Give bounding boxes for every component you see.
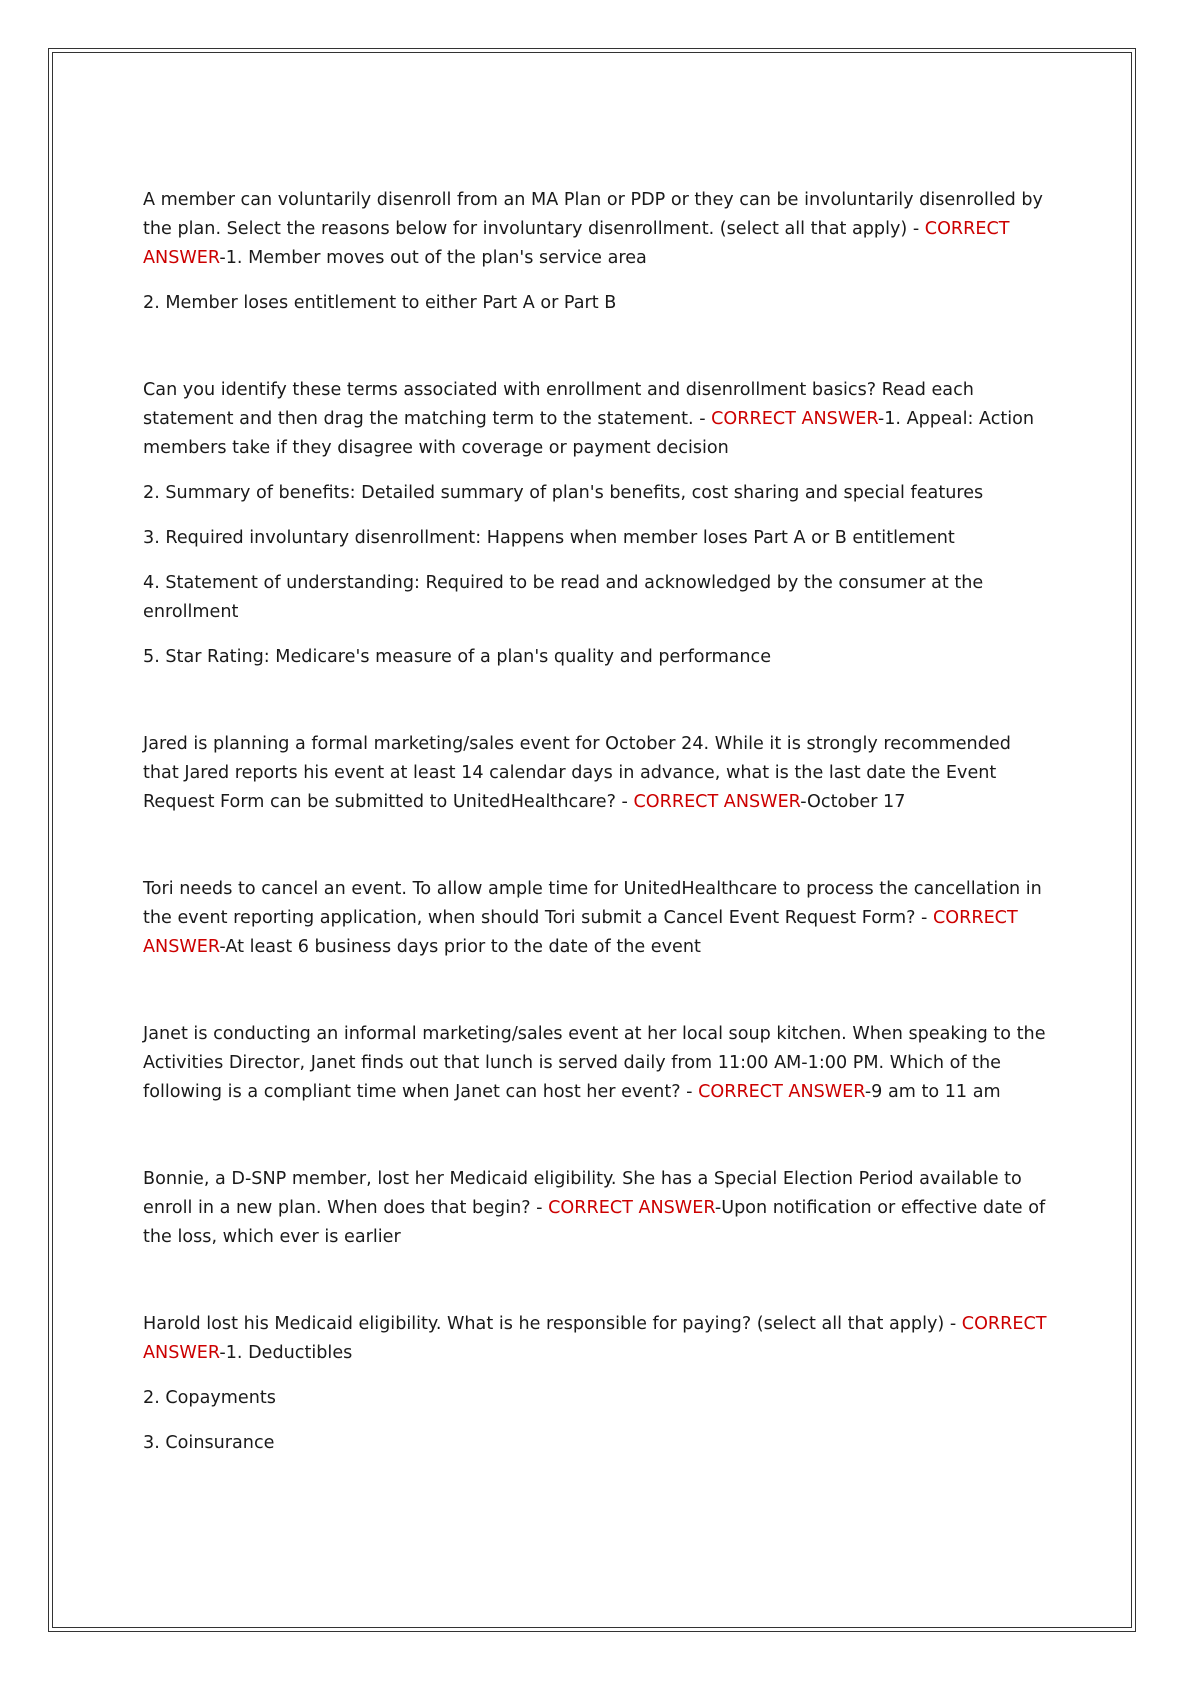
answer-line: 3. Required involuntary disenrollment: Happens when member loses Part A or B entitlement (143, 528, 955, 548)
question-text: A member can voluntarily disenroll from an MA Plan or PDP or they can be involuntarily disenrolled by the plan. Select the reasons below for involuntary disenrollment. (select all that apply) - (143, 190, 1043, 239)
answer-line: 2. Member loses entitlement to either Part A or Part B (143, 293, 617, 313)
answer-line: 4. Statement of understanding: Required to be read and acknowledged by the consumer at the enrollment (143, 573, 984, 622)
qa-item (143, 186, 1048, 318)
question-text: Bonnie, a D-SNP member, lost her Medicaid eligibility. She has a Special Election Period available to enroll in a new plan. When does that begin? - (143, 1169, 1022, 1218)
question-paragraph (143, 1165, 1048, 1252)
qa-item (143, 1020, 1048, 1107)
qa-item (143, 376, 1048, 672)
question-paragraph (143, 1310, 1048, 1368)
correct-answer-label: CORRECT ANSWER (143, 908, 1018, 957)
correct-answer-label: CORRECT ANSWER (698, 1082, 865, 1102)
qa-item (143, 1165, 1048, 1252)
question-paragraph (143, 875, 1048, 962)
correct-answer-label: CORRECT ANSWER (143, 219, 1010, 268)
answer-text: -Upon notification or effective date of the loss, which ever is earlier (143, 1198, 1046, 1247)
correct-answer-label: CORRECT ANSWER (633, 792, 801, 812)
question-paragraph (143, 376, 1048, 463)
question-text: Harold lost his Medicaid eligibility. What is he responsible for paying? (select all that apply) - (143, 1314, 962, 1334)
answer-text: -1. Member moves out of the plan's service area (219, 248, 647, 268)
answer-line: 5. Star Rating: Medicare's measure of a plan's quality and performance (143, 647, 772, 667)
correct-answer-label: CORRECT ANSWER (143, 1314, 1047, 1363)
answer-text: -1. Deductibles (219, 1343, 353, 1363)
qa-item (143, 1310, 1048, 1458)
answer-text: -October 17 (800, 792, 906, 812)
question-paragraph (143, 186, 1048, 273)
answer-line: 2. Copayments (143, 1388, 276, 1408)
question-text: Tori needs to cancel an event. To allow ample time for UnitedHealthcare to process the cancellation in the event reporting application, when should Tori submit a Cancel Event Request Form? - (143, 879, 1042, 928)
qa-item (143, 730, 1048, 817)
correct-answer-label: CORRECT ANSWER (548, 1198, 715, 1218)
answer-text: -9 am to 11 am (864, 1082, 1001, 1102)
answer-line: 3. Coinsurance (143, 1433, 275, 1453)
document-body (143, 186, 1048, 1474)
qa-item (143, 875, 1048, 962)
answer-text: -1. Appeal: Action members take if they disagree with coverage or payment decision (143, 409, 1035, 458)
question-paragraph (143, 1020, 1048, 1107)
answer-text: -At least 6 business days prior to the date of the event (219, 937, 701, 957)
question-text: Janet is conducting an informal marketing/sales event at her local soup kitchen. When speaking to the Activities Director, Janet finds out that lunch is served daily from 11:00 AM-1:00 PM. Which of the following is a compliant time when Janet can host her event? - (143, 1024, 1046, 1102)
question-text: Can you identify these terms associated with enrollment and disenrollment basics? Read each statement and then drag the matching term to the statement. - (143, 380, 974, 429)
answer-line: 2. Summary of benefits: Detailed summary of plan's benefits, cost sharing and special features (143, 483, 984, 503)
correct-answer-label: CORRECT ANSWER (711, 409, 878, 429)
question-paragraph (143, 730, 1048, 817)
question-text: Jared is planning a formal marketing/sales event for October 24. While it is strongly recommended that Jared reports his event at least 14 calendar days in advance, what is the last date the Event Request Form can be submitted to UnitedHealthcare? - (143, 734, 1011, 812)
